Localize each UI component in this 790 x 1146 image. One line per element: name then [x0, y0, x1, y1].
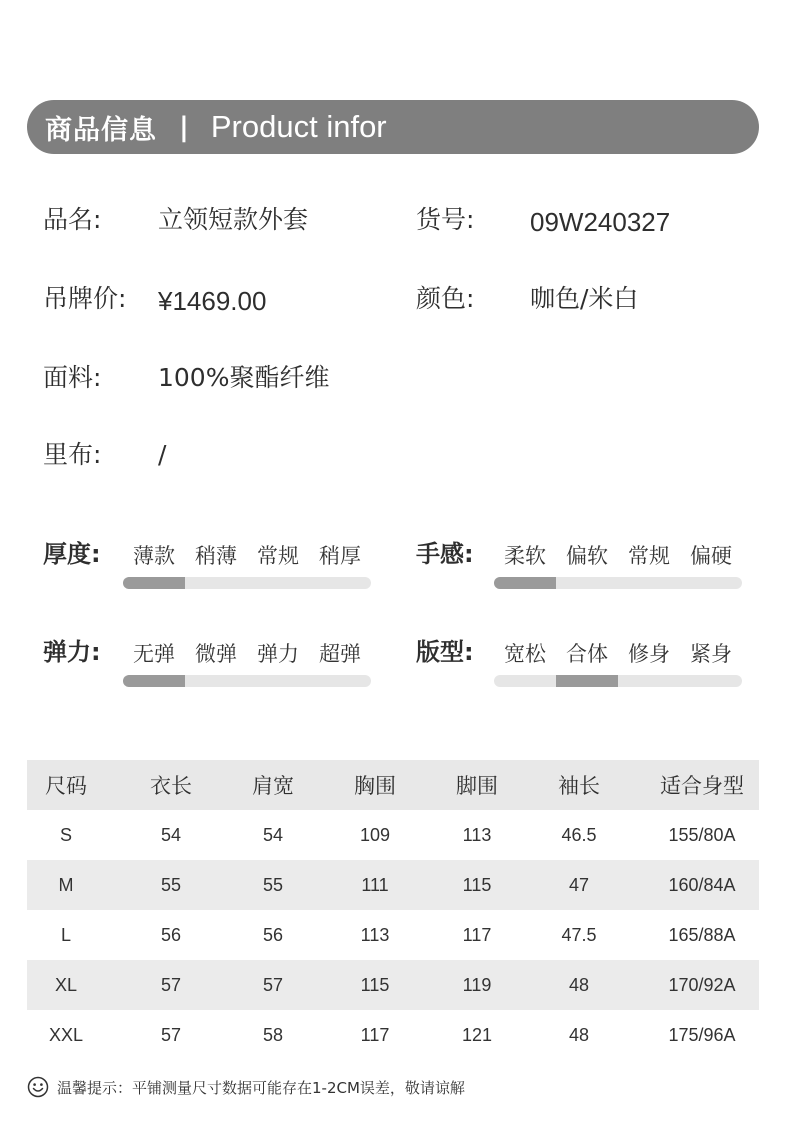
table-cell: 56 — [160, 924, 182, 945]
table-row — [27, 960, 759, 1010]
banner-title-en: Product infor — [210, 109, 387, 144]
header-body-type: 适合身型 — [660, 774, 744, 798]
table-cell: M — [58, 874, 74, 895]
thickness-option: 薄款 — [133, 544, 175, 568]
header-chest: 胸围 — [354, 774, 396, 798]
lining-label: 里布: — [43, 440, 102, 469]
table-cell: 57 — [160, 1024, 182, 1045]
fit-track — [494, 675, 742, 687]
table-cell: 57 — [262, 974, 284, 995]
table-cell: 47 — [568, 874, 590, 895]
table-cell: XXL — [48, 1024, 84, 1045]
table-cell: 111 — [361, 874, 389, 895]
fit-option: 合体 — [566, 642, 608, 666]
table-cell: 58 — [262, 1024, 284, 1045]
thickness-track — [123, 577, 371, 589]
price-label: 吊牌价: — [43, 284, 127, 313]
name-label: 品名: — [43, 205, 102, 234]
table-row — [27, 860, 759, 910]
elasticity-option: 无弹 — [133, 642, 175, 666]
fabric-label: 面料: — [43, 363, 102, 392]
header-length: 衣长 — [150, 774, 192, 798]
banner-title-cn: 商品信息 — [45, 114, 157, 146]
elasticity-option: 弹力 — [257, 642, 299, 666]
fit-indicator — [556, 675, 618, 687]
table-cell: 47.5 — [561, 924, 597, 945]
table-cell: 115 — [360, 974, 390, 995]
table-cell: 119 — [462, 974, 492, 995]
table-cell: XL — [54, 974, 78, 995]
elasticity-track — [123, 675, 371, 687]
header-size: 尺码 — [45, 774, 87, 798]
hand-feel-track — [494, 577, 742, 589]
table-cell: 117 — [360, 1024, 390, 1045]
price-value: ¥1469.00 — [158, 286, 267, 316]
hand-feel-title: 手感: — [416, 540, 474, 568]
table-cell: 55 — [160, 874, 182, 895]
fit-option: 修身 — [628, 642, 670, 666]
smiley-icon — [27, 1076, 49, 1098]
thickness-option: 常规 — [257, 544, 299, 568]
table-cell: 121 — [461, 1024, 493, 1045]
table-cell: 175/96A — [668, 1024, 736, 1045]
tip-text: 温馨提示：平铺测量尺寸数据可能存在1-2CM误差，敬请谅解 — [57, 1078, 465, 1097]
lining-value: / — [158, 440, 167, 469]
thickness-option: 稍薄 — [195, 544, 237, 568]
fit-option: 宽松 — [504, 642, 546, 666]
size-table — [27, 760, 759, 1060]
header-sleeve: 袖长 — [558, 774, 600, 798]
sku-label: 货号: — [416, 205, 475, 234]
hand-feel-option: 偏硬 — [690, 544, 732, 568]
table-cell: 57 — [160, 974, 182, 995]
table-cell: 109 — [359, 824, 391, 845]
hand-feel-indicator — [494, 577, 556, 589]
table-cell: 48 — [568, 1024, 590, 1045]
sku-value: 09W240327 — [530, 207, 671, 237]
elasticity-indicator — [123, 675, 185, 687]
color-label: 颜色: — [416, 284, 475, 313]
color-value: 咖色/米白 — [530, 284, 639, 313]
fit-title: 版型: — [416, 638, 474, 666]
elasticity-title: 弹力: — [43, 638, 101, 666]
measurement-tip — [27, 1075, 465, 1099]
thickness-indicator — [123, 577, 185, 589]
elasticity-option: 微弹 — [195, 642, 237, 666]
hand-feel-option: 偏软 — [566, 544, 608, 568]
table-cell: 155/80A — [668, 824, 736, 845]
table-cell: 54 — [160, 824, 182, 845]
section-banner — [27, 100, 759, 154]
table-cell: 170/92A — [668, 974, 736, 995]
header-hem: 脚围 — [456, 774, 498, 798]
elasticity-option: 超弹 — [319, 642, 361, 666]
table-cell: 165/88A — [668, 924, 736, 945]
header-shoulder: 肩宽 — [252, 774, 294, 798]
table-cell: 46.5 — [561, 824, 597, 845]
hand-feel-option: 常规 — [628, 544, 670, 568]
table-body — [27, 810, 759, 1060]
thickness-option: 稍厚 — [319, 544, 361, 568]
fit-option: 紧身 — [690, 642, 732, 666]
table-cell: 160/84A — [668, 874, 736, 895]
table-row — [27, 910, 759, 960]
banner-separator: | — [179, 111, 189, 143]
table-cell: 117 — [462, 924, 492, 945]
table-cell: 54 — [262, 824, 284, 845]
table-header-row — [27, 760, 759, 810]
fabric-value: 100%聚酯纤维 — [158, 363, 330, 392]
thickness-title: 厚度: — [43, 540, 101, 568]
table-cell: S — [59, 824, 72, 845]
table-row — [27, 1010, 759, 1060]
table-cell: 115 — [462, 874, 492, 895]
hand-feel-option: 柔软 — [504, 544, 546, 568]
table-cell: 55 — [262, 874, 284, 895]
table-row — [27, 810, 759, 860]
table-cell: 56 — [262, 924, 284, 945]
table-cell: L — [60, 924, 71, 945]
table-cell: 48 — [568, 974, 590, 995]
table-cell: 113 — [462, 824, 492, 845]
table-cell: 113 — [360, 924, 390, 945]
name-value: 立领短款外套 — [158, 205, 309, 234]
